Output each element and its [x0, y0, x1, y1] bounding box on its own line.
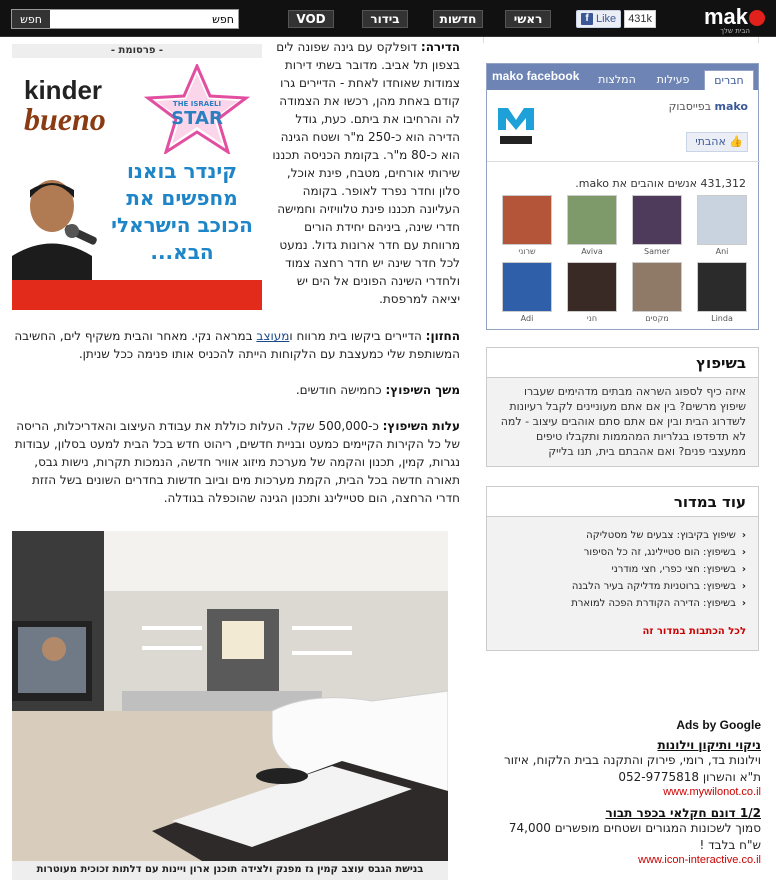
nav-home[interactable]: ראשי	[505, 10, 551, 28]
page-suffix-text: בפייסבוק	[668, 100, 712, 113]
more-article-link[interactable]: ‹ בשיפוץ: הום סטיילינג, זה כל הסיפור	[487, 544, 746, 561]
paragraph-vision	[12, 327, 460, 363]
facebook-fan-count: 431,312 אנשים אוהבים את mako.	[575, 177, 746, 190]
more-article-link[interactable]: ‹ בשיפוץ: חצי כפרי, חצי מודרני	[487, 561, 746, 578]
friend-photo	[632, 195, 682, 245]
tab-activity[interactable]: פעילות	[656, 73, 690, 86]
renovation-box-body: איזה כיף לספוג השראה מבתים מדהימים שעברו שיפוץ מרשים? בין אם אתם מעוניינים לקבל רעיונות לשדרוג הבית ובין אם אתם סתם אוהבים עיצוב - למה לא תדפדפו בגלריות המהממות ותקבלו טיפים ממעצבי פנים? ואם אהבתם בית, תנו בלייק	[500, 385, 746, 458]
star-top-text: THE ISRAELI	[172, 100, 222, 108]
page-name-text[interactable]: mako	[714, 100, 748, 113]
duration-text: כחמישה חודשים.	[295, 383, 382, 397]
paragraph-duration	[12, 381, 460, 399]
top-bar	[0, 0, 776, 37]
friend-avatar[interactable]	[631, 262, 683, 323]
friend-avatar[interactable]	[566, 262, 618, 323]
friend-name: מקסים	[645, 314, 669, 323]
friend-avatar[interactable]	[501, 195, 553, 256]
ad-red-band	[12, 280, 262, 310]
israeli-star-icon	[142, 64, 252, 154]
more-article-link[interactable]: ‹ שיפוץ בקיבוץ: צבעים של מסטליקה	[487, 527, 746, 544]
google-ads	[486, 718, 761, 874]
facebook-like-count: 431k	[624, 10, 656, 28]
more-article-link[interactable]: ‹ בשיפוץ: הדירה הקודרת הפכה למוארת	[487, 595, 746, 612]
ad-description: וילונות בד, רומי, פירוק והתקנה בבית הלקוח, איזור ת"א והשרון 052-9775818	[503, 753, 761, 784]
friend-photo	[567, 195, 617, 245]
renovation-box-title: בשיפוץ	[487, 348, 758, 378]
ad-label: - פרסומת -	[12, 44, 262, 58]
cost-text: כ-500,000 שקל. העלות כוללת את עבודת העיצוב והאדריכלות, הריסה של כל הקירות הקיימים כמעט ובניית חדשים, ריהוט חדש בכל הבית למעט בסלון, עבודות נגרות, קמין, תכנון והקמה של מערכת מיזוג אוויר חדשה, הנמכות תקרות, נישות גבס, תאורה חדשה בכל הבית, הקמת מערכות מים וביוב חדשות בחדרים השונים בשל הזזת חדרי הרחצה, הום סטיילינג ותכנון הגינה שהוכפלה בגודלה.	[14, 419, 460, 505]
bueno-brand-text: bueno	[24, 101, 106, 137]
like-button-label: אהבתי	[695, 135, 726, 148]
friend-avatar[interactable]	[631, 195, 683, 256]
cost-label: עלות השיפוץ:	[382, 419, 460, 433]
more-in-section-box	[486, 486, 759, 651]
friend-avatar[interactable]	[501, 262, 553, 323]
facebook-like-widget[interactable]	[576, 9, 656, 29]
friend-name: Aviva	[581, 247, 603, 256]
ad-url[interactable]: www.mywilonot.co.il	[663, 786, 761, 798]
nav-vod[interactable]: VOD	[288, 10, 334, 28]
more-articles-list	[487, 517, 758, 612]
friend-photo	[697, 262, 747, 312]
friend-name: Samer	[644, 247, 670, 256]
friend-avatar[interactable]	[696, 262, 748, 323]
paragraph-cost	[12, 417, 460, 507]
friend-photo	[632, 262, 682, 312]
friend-name: Adi	[520, 314, 534, 323]
ad-url[interactable]: www.icon-interactive.co.il	[638, 854, 761, 866]
friend-name: Linda	[711, 314, 733, 323]
facebook-page-name	[669, 100, 748, 113]
nav-entertainment[interactable]: בידור	[362, 10, 408, 28]
apartment-label: הדירה:	[420, 40, 460, 54]
friend-photo	[567, 262, 617, 312]
vision-text-1: הדיירים ביקשו בית מרווח ו	[289, 329, 422, 343]
more-article-link[interactable]: ‹ בשיפוץ: ברוטניות מדליקה בעיר הלבנה	[487, 578, 746, 595]
facebook-page-like-button[interactable]	[686, 132, 748, 152]
ad-description: סמוך לשכונות המגורים ושטחים מופשרים 74,000 ש"ח בלבד !	[508, 821, 761, 852]
search-input[interactable]	[50, 10, 238, 28]
renovation-box	[486, 347, 759, 467]
designed-link[interactable]: מעוצב	[256, 329, 290, 343]
mako-page-logo[interactable]	[494, 98, 538, 148]
paragraph-apartment	[270, 38, 460, 308]
facebook-box-header	[487, 64, 758, 90]
friend-photo	[502, 262, 552, 312]
all-articles-link[interactable]: לכל הכתבות במדור זה	[642, 626, 746, 637]
friend-name: Ani	[715, 247, 729, 256]
more-box-title: עוד במדור	[487, 487, 758, 517]
ad-title[interactable]: ניקוי ותיקון וילונות	[657, 738, 761, 752]
photo-caption: בנישת הגבס עוצב קמין גז מפנק ולצידה תוכנן ארון ויינות עם דלתות זכוכית מעוטרות	[12, 861, 448, 880]
tab-friends[interactable]: חברים	[704, 70, 754, 90]
facebook-fan-box	[486, 63, 759, 330]
friend-avatar[interactable]	[566, 195, 618, 256]
friend-photo	[697, 195, 747, 245]
friend-avatar[interactable]	[696, 195, 748, 256]
logo-subtitle: הבית שלך	[720, 27, 750, 35]
search-box	[11, 9, 239, 29]
friend-name: חני	[586, 314, 598, 323]
sidebar-top-border	[483, 37, 759, 43]
kinder-brand-text: kinder	[24, 75, 103, 105]
facebook-page-info	[487, 90, 760, 162]
google-ad[interactable]	[486, 738, 761, 798]
kinder-bueno-ad[interactable]	[12, 58, 262, 310]
facebook-icon: f	[581, 13, 593, 25]
living-room-photo[interactable]	[12, 531, 448, 861]
mako-logo[interactable]	[674, 3, 766, 35]
thumbs-up-icon: 👍	[729, 135, 743, 148]
friend-name: שרוני	[518, 247, 536, 256]
vision-text-2: במראה נקי. מאחר והבית משקיף לים, החשיבה המשותפת שלי כמעצבת עם הלקוחות הייתה להכניס אותו פנימה ככל שניתן.	[14, 329, 460, 361]
vision-label: החזון:	[425, 329, 460, 343]
duration-label: משך השיפוץ:	[385, 383, 460, 397]
apartment-text: דופלקס עם גינה שפונה לים בצפון תל אביב. מדובר בשתי דירות צמודות שאוחדו לאחת - הדיירים גרו קודם באחת מהן, רכשו את הצמודה לה והרחיבו את ביתם. כעת, גודל הדירה הוא כ-250 מ"ר ושטח הגינה הוא כ-80 מ"ר. בקומת הכניסה תכננו שירותי אורחים, מטבח, פינת אוכל, סלון וחדר נפרד לאופר. בקומה העליונה תכננו פינת טלוויזיה וחמישה חדרי שינה, ביניהם יחידת הורים מרווחת עם חדר ארונות גדול. נמעט לכל חדר שינה יש חדר רחצה צמוד ולחדרי השינה הפונים אל הים יש יציאה למרפסת.	[272, 40, 460, 306]
logo-text: mak	[704, 4, 766, 30]
google-ad[interactable]	[486, 806, 761, 866]
search-button[interactable]: חפש	[12, 10, 50, 28]
star-main-text: STAR	[171, 108, 223, 129]
tab-recommendations[interactable]: המלצות	[598, 73, 636, 86]
ad-headline: קינדר בואנו מחפשים את הכוכב הישראלי הבא...	[111, 159, 253, 264]
ad-title[interactable]: 1/2 דונם חקלאי בכפר תבור	[605, 806, 761, 820]
nav-news[interactable]: חדשות	[433, 10, 483, 28]
ads-by-google-label[interactable]: Ads by Google	[676, 718, 761, 732]
facebook-like-button[interactable]	[576, 10, 621, 28]
facebook-box-brand: mako facebook	[492, 69, 580, 83]
facebook-like-label: Like	[596, 13, 617, 25]
kinder-bueno-logo	[24, 76, 134, 138]
friend-photo	[502, 195, 552, 245]
mako-m-icon	[494, 98, 538, 148]
